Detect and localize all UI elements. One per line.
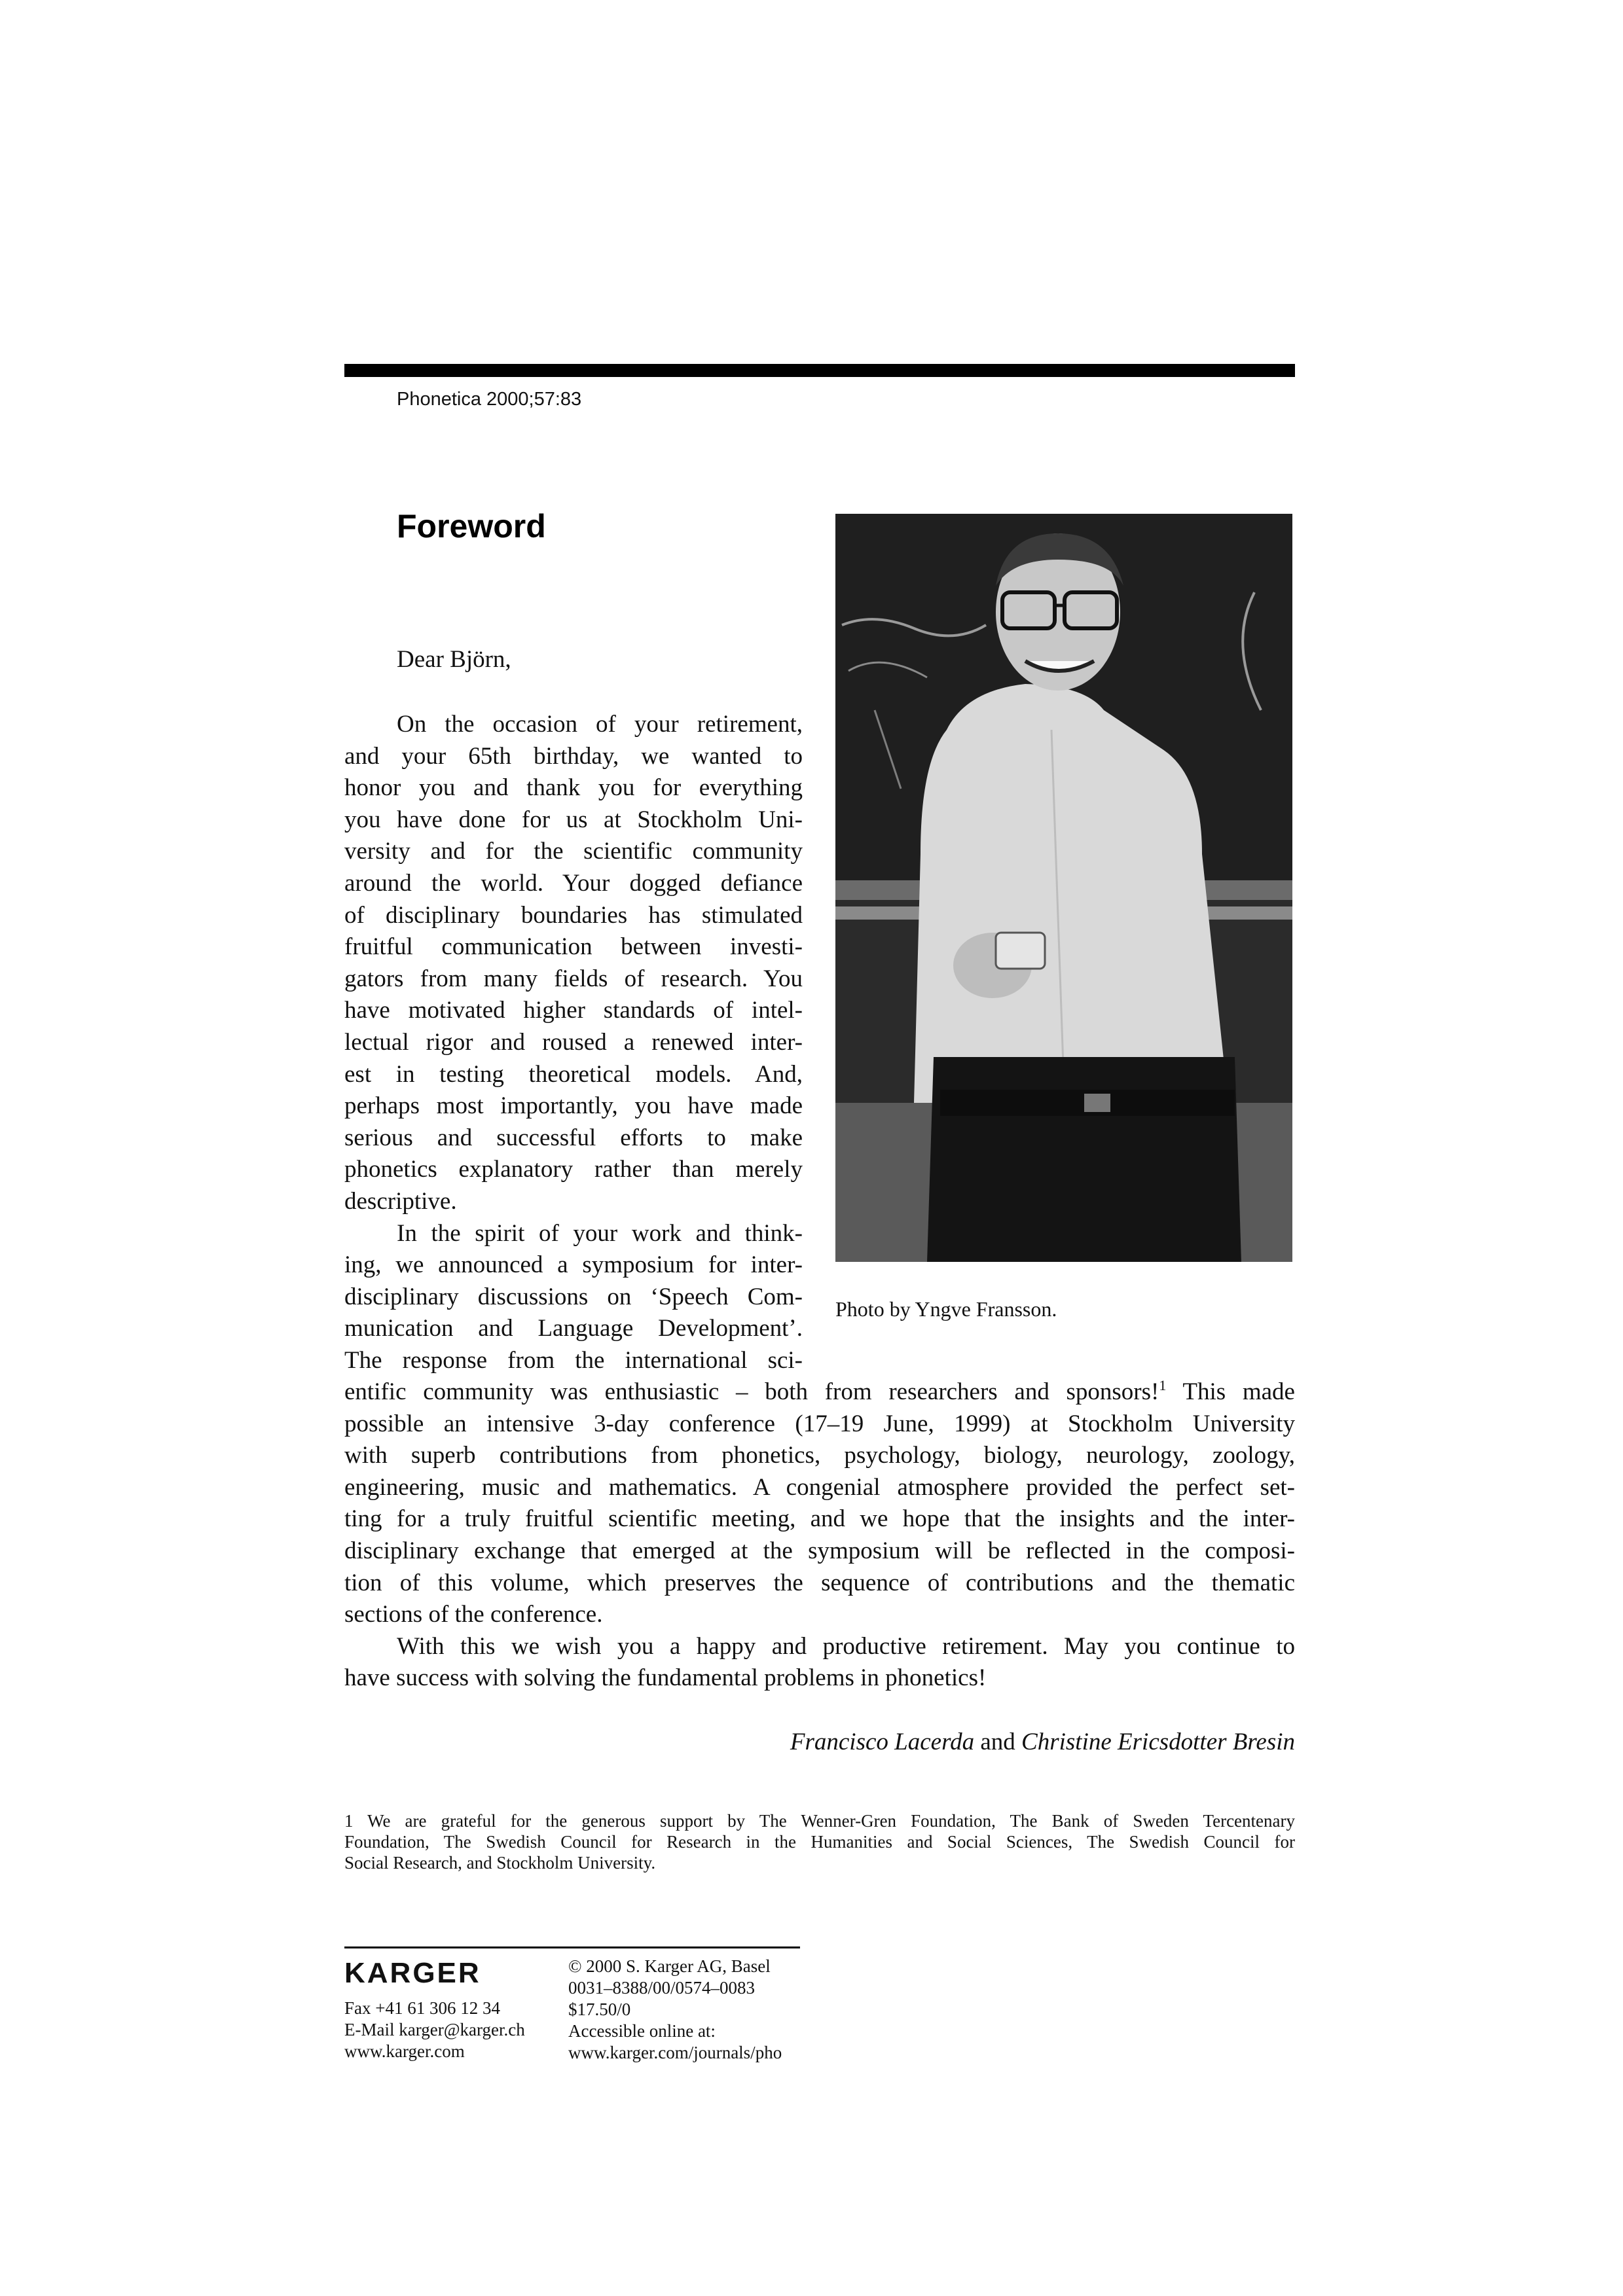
publisher-logo: KARGER bbox=[344, 1957, 481, 1989]
text-line bbox=[344, 1027, 803, 1059]
text-line bbox=[344, 1154, 803, 1186]
text-line bbox=[344, 1440, 1295, 1472]
text-line bbox=[344, 1059, 803, 1091]
footnote-marker: 1 bbox=[1159, 1377, 1167, 1393]
text-line bbox=[344, 804, 803, 836]
portrait-illustration bbox=[835, 514, 1292, 1262]
text-line-content: lectual rigor and roused a renewed inter- bbox=[344, 1028, 803, 1056]
text-line-content: tion of this volume, which preserves the sequence of contributions and the thematic bbox=[344, 1569, 1295, 1596]
text-line bbox=[344, 1662, 1295, 1695]
body-full-width-text bbox=[344, 1376, 1295, 1695]
text-line bbox=[344, 1345, 803, 1377]
text-line-content: around the world. Your dogged defiance bbox=[344, 869, 803, 897]
journal-citation: Phonetica 2000;57:83 bbox=[397, 389, 582, 410]
text-line-content: and your 65th birthday, we wanted to bbox=[344, 742, 803, 770]
publisher-contact bbox=[344, 1998, 525, 2062]
publisher-fax: Fax +41 61 306 12 34 bbox=[344, 1998, 500, 2018]
text-line-content: The response from the international sci- bbox=[344, 1346, 803, 1374]
footer-rule bbox=[344, 1946, 800, 1948]
text-line-content: ing, we announced a symposium for inter- bbox=[344, 1251, 803, 1279]
text-line-content: est in testing theoretical models. And, bbox=[344, 1060, 803, 1088]
text-line-content: have success with solving the fundamental problems in phonetics! bbox=[344, 1664, 987, 1692]
text-line bbox=[344, 963, 803, 996]
greeting: Dear Björn, bbox=[397, 646, 511, 673]
text-line bbox=[344, 1249, 803, 1282]
text-line-content: descriptive. bbox=[344, 1187, 457, 1215]
publisher-email: E-Mail karger@karger.ch bbox=[344, 2020, 525, 2039]
accessible-label: Accessible online at: bbox=[568, 2021, 716, 2041]
text-line bbox=[344, 1282, 803, 1314]
signature bbox=[790, 1728, 1295, 1756]
body-column-text bbox=[344, 709, 803, 1376]
author-1: Francisco Lacerda bbox=[790, 1729, 975, 1755]
text-line-continuation: This made bbox=[1166, 1378, 1295, 1405]
text-line-content: perhaps most importantly, you have made bbox=[344, 1092, 803, 1120]
publisher-rights bbox=[568, 1956, 782, 2064]
text-line-content: phonetics explanatory rather than merely bbox=[344, 1156, 803, 1183]
text-line-content: Social Research, and Stockholm University. bbox=[344, 1853, 656, 1873]
text-line bbox=[344, 1535, 1295, 1568]
text-line-content: serious and successful efforts to make bbox=[344, 1124, 803, 1151]
text-line-content: gators from many fields of research. You bbox=[344, 965, 803, 992]
text-line bbox=[344, 1376, 1295, 1408]
text-line bbox=[344, 1568, 1295, 1600]
author-2: Christine Ericsdotter Bresin bbox=[1021, 1729, 1295, 1755]
text-line bbox=[344, 1631, 1295, 1663]
text-line-content: In the spirit of your work and think- bbox=[397, 1219, 803, 1247]
copyright: © 2000 S. Karger AG, Basel bbox=[568, 1956, 771, 1976]
journal-url: www.karger.com/journals/pho bbox=[568, 2043, 782, 2062]
text-line bbox=[344, 1218, 803, 1250]
text-line-content: have motivated higher standards of intel- bbox=[344, 997, 803, 1024]
article-title: Foreword bbox=[397, 508, 546, 545]
text-line-content: honor you and thank you for everything bbox=[344, 774, 803, 802]
text-line-content: 1 We are grateful for the generous support by The Wenner-Gren Foundation, The Bank of Sweden Tercentenary bbox=[344, 1811, 1295, 1831]
text-line bbox=[344, 931, 803, 963]
text-line bbox=[344, 741, 803, 773]
text-line-content: you have done for us at Stockholm Uni- bbox=[344, 806, 803, 833]
text-line-content: fruitful communication between investi- bbox=[344, 933, 803, 961]
text-line bbox=[344, 995, 803, 1027]
text-line bbox=[344, 1503, 1295, 1535]
text-line-content: with superb contributions from phonetics, psychology, biology, neurology, zoology, bbox=[344, 1442, 1295, 1469]
text-line bbox=[344, 1090, 803, 1122]
header-rule bbox=[344, 364, 1295, 377]
issn: 0031–8388/00/0574–0083 bbox=[568, 1978, 756, 1998]
text-line-content: disciplinary discussions on ‘Speech Com- bbox=[344, 1283, 803, 1310]
text-line-content: munication and Language Development’. bbox=[344, 1315, 803, 1342]
text-line bbox=[344, 709, 803, 741]
text-line-content: possible an intensive 3-day conference (17–19 June, 1999) at Stockholm University bbox=[344, 1410, 1295, 1437]
text-line bbox=[344, 900, 803, 932]
text-line bbox=[344, 1599, 1295, 1631]
text-line bbox=[344, 836, 803, 868]
text-line-content: entific community was enthusiastic – both from researchers and sponsors! bbox=[344, 1378, 1159, 1405]
text-line-content: On the occasion of your retirement, bbox=[397, 711, 803, 738]
footnote bbox=[344, 1810, 1295, 1873]
text-line bbox=[344, 1122, 803, 1155]
text-line bbox=[344, 868, 803, 900]
text-line bbox=[344, 772, 803, 804]
text-line bbox=[344, 1313, 803, 1345]
text-line bbox=[344, 1852, 1295, 1873]
author-photo bbox=[835, 514, 1292, 1262]
author-conjunction: and bbox=[980, 1729, 1015, 1755]
text-line-content: versity and for the scientific community bbox=[344, 838, 803, 865]
text-line-content: Foundation, The Swedish Council for Research in the Humanities and Social Sciences, The Swedish Council for bbox=[344, 1832, 1295, 1852]
photo-caption: Photo by Yngve Fransson. bbox=[835, 1297, 1057, 1321]
text-line-content: engineering, music and mathematics. A congenial atmosphere provided the perfect set- bbox=[344, 1473, 1295, 1501]
text-line bbox=[344, 1810, 1295, 1831]
price: $17.50/0 bbox=[568, 2000, 631, 2019]
text-line-content: With this we wish you a happy and productive retirement. May you continue to bbox=[397, 1632, 1295, 1660]
text-line-content: of disciplinary boundaries has stimulated bbox=[344, 901, 803, 929]
text-line bbox=[344, 1831, 1295, 1852]
text-line bbox=[344, 1186, 803, 1218]
text-line-content: ting for a truly fruitful scientific meeting, and we hope that the insights and the inter- bbox=[344, 1505, 1295, 1533]
text-line bbox=[344, 1408, 1295, 1441]
text-line-content: disciplinary exchange that emerged at the symposium will be reflected in the composi- bbox=[344, 1537, 1295, 1564]
text-line-content: sections of the conference. bbox=[344, 1601, 603, 1628]
text-line bbox=[344, 1472, 1295, 1504]
publisher-web: www.karger.com bbox=[344, 2041, 465, 2061]
